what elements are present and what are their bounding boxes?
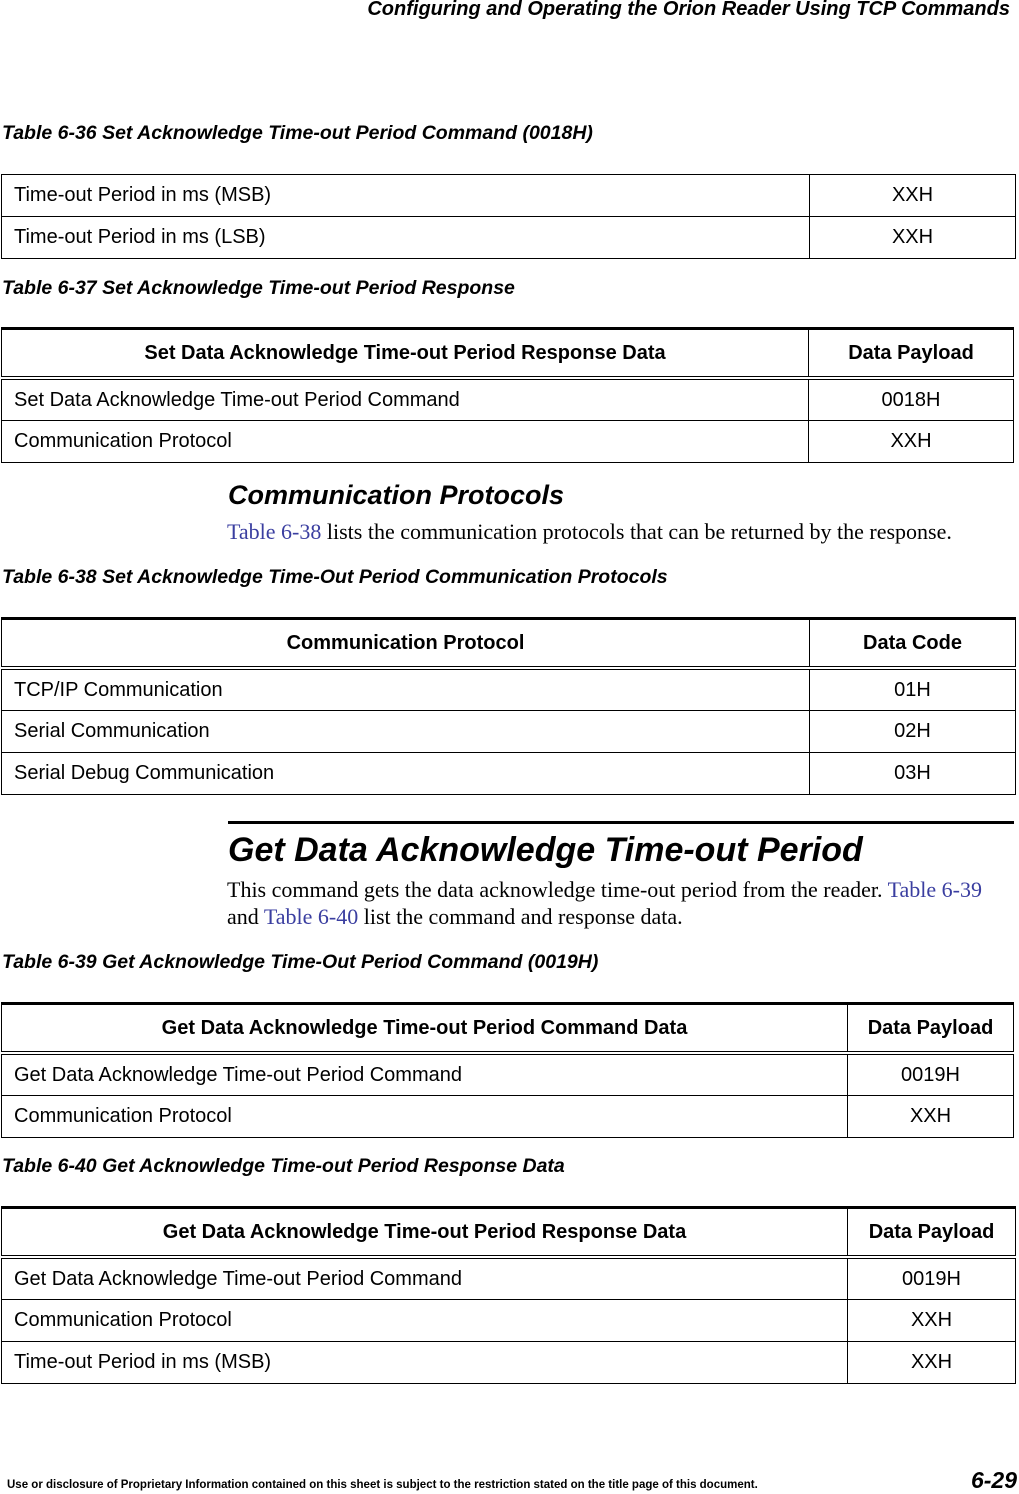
table-row bbox=[2, 175, 1016, 217]
value-cell: XXH bbox=[810, 217, 1016, 259]
table-caption: Table 6-39 Get Acknowledge Time-Out Period Command (0019H) bbox=[2, 951, 599, 973]
table-row bbox=[2, 1257, 1016, 1300]
value-cell: 0019H bbox=[848, 1257, 1016, 1300]
table-row bbox=[2, 1300, 1016, 1342]
value-cell: XXH bbox=[848, 1096, 1014, 1138]
value-cell: XXH bbox=[809, 421, 1014, 463]
table-row bbox=[2, 711, 1016, 753]
section-paragraph: This command gets the data acknowledge time-out period from the reader. Table 6-39 and Table 6-40 list the command and response data. bbox=[227, 877, 982, 929]
field-name-cell: Set Data Acknowledge Time-out Period Command bbox=[2, 378, 809, 421]
table-6-40 bbox=[1, 1206, 1016, 1384]
field-name-cell: Communication Protocol bbox=[2, 421, 809, 463]
table-caption: Table 6-40 Get Acknowledge Time-out Period Response Data bbox=[2, 1155, 565, 1177]
table-6-38 bbox=[1, 617, 1016, 795]
table-header-row bbox=[2, 329, 1014, 379]
table-header-row bbox=[2, 619, 1016, 669]
table-caption: Table 6-36 Set Acknowledge Time-out Period Command (0018H) bbox=[2, 122, 593, 144]
field-name-cell: Time-out Period in ms (LSB) bbox=[2, 217, 810, 259]
field-name-cell: Get Data Acknowledge Time-out Period Command bbox=[2, 1257, 848, 1300]
column-header: Get Data Acknowledge Time-out Period Command Data bbox=[2, 1004, 848, 1054]
column-header: Data Payload bbox=[809, 329, 1014, 379]
column-header: Communication Protocol bbox=[2, 619, 810, 669]
column-header: Data Code bbox=[810, 619, 1016, 669]
value-cell: 03H bbox=[810, 753, 1016, 795]
footer-notice: Use or disclosure of Proprietary Information contained on this sheet is subject to the restriction stated on the title page of this document. bbox=[7, 1479, 758, 1491]
column-header: Data Payload bbox=[848, 1208, 1016, 1258]
table-6-37 bbox=[1, 327, 1014, 463]
value-cell: XXH bbox=[810, 175, 1016, 217]
table-header-row bbox=[2, 1208, 1016, 1258]
table-link[interactable]: Table 6-39 bbox=[887, 877, 982, 902]
section-paragraph: Table 6-38 lists the communication protocols that can be returned by the response. bbox=[227, 519, 952, 544]
section-rule bbox=[228, 821, 1014, 824]
table-6-39 bbox=[1, 1002, 1014, 1138]
field-name-cell: Communication Protocol bbox=[2, 1096, 848, 1138]
page-number: 6-29 bbox=[970, 1467, 1017, 1493]
table-link[interactable]: Table 6-40 bbox=[263, 904, 359, 929]
field-name-cell: TCP/IP Communication bbox=[2, 668, 810, 711]
table-row bbox=[2, 1096, 1014, 1138]
value-cell: 01H bbox=[810, 668, 1016, 711]
value-cell: XXH bbox=[848, 1342, 1016, 1384]
value-cell: 0018H bbox=[809, 378, 1014, 421]
table-row bbox=[2, 1053, 1014, 1096]
field-name-cell: Serial Debug Communication bbox=[2, 753, 810, 795]
table-row bbox=[2, 753, 1016, 795]
table-row bbox=[2, 1342, 1016, 1384]
running-header: Configuring and Operating the Orion Reader Using TCP Commands bbox=[367, 0, 1010, 20]
table-row bbox=[2, 421, 1014, 463]
table-row bbox=[2, 378, 1014, 421]
table-header-row bbox=[2, 1004, 1014, 1054]
table-row bbox=[2, 668, 1016, 711]
field-name-cell: Serial Communication bbox=[2, 711, 810, 753]
table-caption: Table 6-37 Set Acknowledge Time-out Period Response bbox=[2, 277, 515, 299]
value-cell: 02H bbox=[810, 711, 1016, 753]
table-6-36 bbox=[1, 174, 1016, 259]
field-name-cell: Get Data Acknowledge Time-out Period Command bbox=[2, 1053, 848, 1096]
table-link[interactable]: Table 6-38 bbox=[227, 519, 322, 544]
column-header: Get Data Acknowledge Time-out Period Response Data bbox=[2, 1208, 848, 1258]
field-name-cell: Time-out Period in ms (MSB) bbox=[2, 1342, 848, 1384]
column-header: Data Payload bbox=[848, 1004, 1014, 1054]
section-heading: Get Data Acknowledge Time-out Period bbox=[228, 831, 863, 869]
value-cell: XXH bbox=[848, 1300, 1016, 1342]
column-header: Set Data Acknowledge Time-out Period Response Data bbox=[2, 329, 809, 379]
table-caption: Table 6-38 Set Acknowledge Time-Out Period Communication Protocols bbox=[2, 566, 668, 588]
field-name-cell: Communication Protocol bbox=[2, 1300, 848, 1342]
field-name-cell: Time-out Period in ms (MSB) bbox=[2, 175, 810, 217]
table-row bbox=[2, 217, 1016, 259]
value-cell: 0019H bbox=[848, 1053, 1014, 1096]
section-heading: Communication Protocols bbox=[228, 480, 565, 510]
